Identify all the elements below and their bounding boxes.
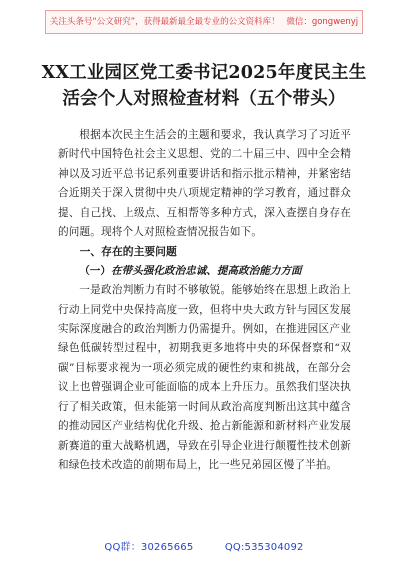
body-paragraph: 一是政治判断力有时不够敏锐。能够始终在思想上政治上行动上同党中央保持高度一致，但将中央大政方针与园区发展实际深度融合的政治判断力仍需提升。例如，在推进园区产业绿色低碳转型过程中，初期我更多地将中央的环保督察和“双碳”目标要求视为一项必须完成的硬性约束和挑战，在部分会议上也曾强调企业可能面临的成本上升压力。虽然我们坚决执行了相关政策，但未能第一时间从政治高度判断出这其中蕴含的推动园区产业结构优化升级、抢占新能源和新材料产业发展新赛道的重大战略机遇，导致在引导企业进行颠覆性技术创新和绿色技术改造的前期布局上，比一些兄弟园区慢了半拍。	[58, 284, 351, 471]
intro-paragraph: 根据本次民主生活会的主题和要求，我认真学习了习近平新时代中国特色社会主义思想、党的二十届三中、四中全会精神以及习近平总书记系列重要讲话和指示批示精神，并紧密结合近期关于深入贯彻中央八项规定精神的学习教育，通过群众提、自己找、上级点、互相帮等多种方式，深入查摆自身存在的问题。现将个人对照检查情况报告如下。	[58, 129, 351, 239]
page-footer	[0, 538, 408, 553]
subsection-title: 在带头强化政治忠诚、提高政治能力方面	[110, 264, 302, 277]
subsection-heading	[58, 262, 351, 281]
header-banner	[45, 10, 363, 34]
subsection-number: （一）	[79, 264, 111, 277]
footer-qq: QQ:535304092	[224, 542, 304, 553]
footer-qq-group: QQ群：30265665	[104, 542, 194, 553]
document-title: XX工业园区党工委书记2025年度民主生活会个人对照检查材料（五个带头）	[41, 63, 367, 109]
document-body	[58, 126, 351, 475]
banner-wechat: 微信：gongwenyj	[286, 17, 359, 27]
section-heading: 一、存在的主要问题	[79, 245, 177, 259]
banner-text: 关注头条号“公文研究”，获得最新最全最专业的公文资料库！	[49, 17, 280, 27]
